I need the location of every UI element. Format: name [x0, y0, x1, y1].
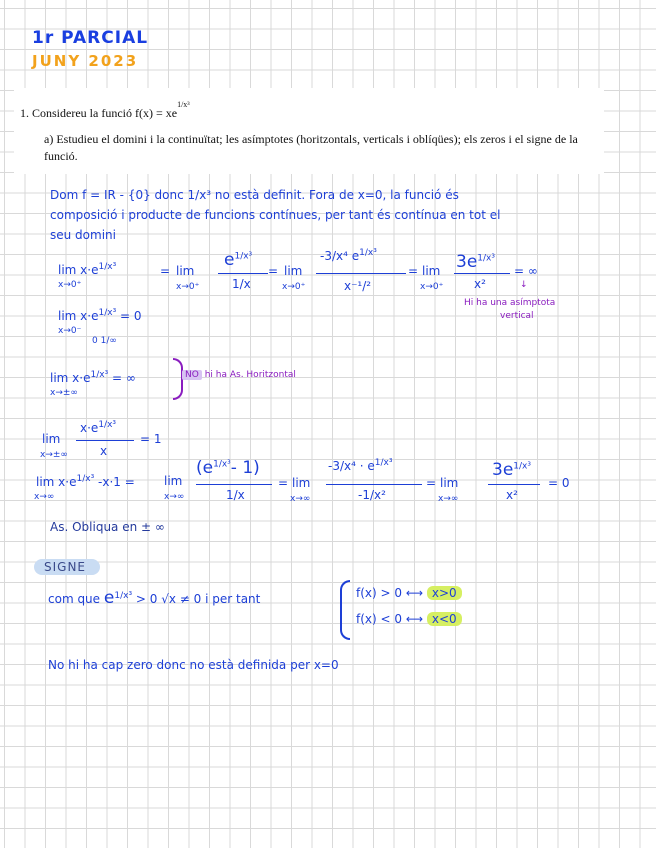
lim1-mid-exp: 1/x³ — [234, 251, 253, 262]
lim5-f2-num-text: -3/x⁴ · e — [328, 459, 375, 473]
lim5-f3-exp: 1/x³ — [513, 461, 531, 472]
lim5-left — [36, 474, 135, 489]
oblique-asymptote-note: As. Obliqua en ± ∞ — [50, 520, 165, 534]
lim1-sub: x→0⁺ — [58, 280, 82, 290]
lim5-eq2: = — [426, 476, 437, 490]
lim1-mid-den: 1/x — [232, 277, 251, 291]
lim1-r1-num-text: -3/x⁴ e — [320, 249, 360, 263]
lim1-mid-num — [224, 250, 252, 270]
horizontal-asymptote-text: hi ha As. Horitzontal — [204, 370, 296, 380]
lim1-eq3: = — [408, 264, 419, 278]
lim1-eq1: = — [160, 264, 171, 278]
lim2-sub: x→0⁻ — [58, 326, 82, 336]
lim1-left-exp: 1/x³ — [98, 262, 117, 272]
document-title: 1r PARCIAL — [32, 28, 149, 48]
lim4-num-text: x·e — [80, 421, 99, 435]
lim5-mid: -x·1 = — [98, 475, 135, 489]
lim1-sub-c: x→0⁺ — [420, 282, 444, 292]
lim5-sub-b: x→∞ — [290, 494, 311, 504]
lim4-lim: lim — [42, 432, 61, 446]
sign-exp: 1/x³ — [114, 591, 133, 601]
sign-heading-highlight: SIGNE — [34, 559, 100, 575]
lim5-f3-fraction-bar — [488, 484, 540, 485]
sign-pos-text: f(x) > 0 ⟷ — [356, 586, 424, 600]
lim5-sub-a: x→∞ — [164, 492, 185, 502]
lim1-sub-b: x→0⁺ — [282, 282, 306, 292]
lim5-sub: x→∞ — [34, 492, 55, 502]
lim5-f1-fraction-bar — [196, 484, 272, 485]
lim5-left-text: lim x·e — [36, 475, 77, 489]
lim5-sub-c: x→∞ — [438, 494, 459, 504]
lim4-den: x — [100, 444, 108, 458]
arrow-down-icon: ↓ — [520, 280, 528, 290]
zeros-note: No hi ha cap zero donc no està definida per x=0 — [48, 658, 339, 672]
lim3-exp: 1/x³ — [90, 370, 109, 380]
lim1-result: = ∞ — [514, 264, 538, 278]
no-highlight: NO — [182, 370, 202, 380]
lim2-under: 0 1/∞ — [92, 336, 117, 346]
sign-text-b: e — [103, 588, 115, 608]
lim1-left — [58, 262, 116, 277]
domain-line-2: composició i producte de funcions contínues, per tant és contínua en tot el — [50, 208, 501, 222]
lim2 — [58, 308, 142, 323]
lim1-r2-exp: 1/x³ — [477, 253, 495, 264]
problem-part-a: a) Estudieu el domini i la continuïtat; les asímptotes (horitzontals, verticals i oblíqües); els zeros i el signe de la funció. — [44, 132, 578, 163]
lim5-eq1: = — [278, 476, 289, 490]
lim2-result: = 0 — [120, 309, 142, 323]
lim5-f1-exp: 1/x³ — [213, 459, 231, 470]
problem-text: 1. Considereu la funció f(x) = xe — [20, 106, 178, 120]
lim3-text: lim x·e — [50, 371, 91, 385]
vertical-asymptote-note-2: vertical — [500, 311, 534, 321]
lim1-r1-num — [320, 248, 377, 263]
lim1-r1-den: x⁻¹/² — [344, 279, 372, 293]
problem-statement — [20, 100, 190, 121]
lim5-f1-num — [196, 458, 260, 478]
lim1-eq2: = — [268, 264, 279, 278]
lim1-mid-num-text: e — [224, 250, 235, 270]
sign-heading — [34, 560, 100, 574]
horizontal-asymptote-note — [182, 370, 296, 380]
lim5-f2-fraction-bar — [326, 484, 422, 485]
lim1-r1-exp: 1/x³ — [359, 248, 377, 258]
sign-negative — [356, 612, 462, 626]
lim1-lim-a: lim — [176, 264, 195, 278]
sign-neg-text: f(x) < 0 ⟷ — [356, 612, 424, 626]
domain-line-1: Dom f = IR - {0} donc 1/x³ no està definit. Fora de x=0, la funció és — [50, 188, 459, 202]
lim5-result: = 0 — [548, 476, 570, 490]
sign-neg-highlight: x<0 — [427, 612, 462, 626]
lim3-result: = ∞ — [112, 371, 136, 385]
exponent-den: x³ — [183, 100, 190, 109]
sign-brace — [340, 580, 350, 640]
lim1-r1-fraction-bar — [316, 273, 406, 274]
lim5-f2-num — [328, 458, 392, 473]
lim4-num — [80, 420, 116, 435]
document-subtitle: JUNY 2023 — [32, 52, 139, 70]
lim2-exp: 1/x³ — [98, 308, 117, 318]
lim1-r2-num — [456, 252, 495, 272]
lim5-lim-b: lim — [292, 476, 311, 490]
lim5-lim-a: lim — [164, 474, 183, 488]
lim1-lim-b: lim — [284, 264, 303, 278]
lim5-f2-den: -1/x² — [358, 488, 386, 502]
lim1-mid-fraction-bar — [218, 273, 268, 274]
sign-pos-highlight: x>0 — [427, 586, 462, 600]
sign-text-c: > 0 √x ≠ 0 i per tant — [135, 592, 261, 606]
domain-line-3: seu domini — [50, 228, 116, 242]
lim1-r2-den: x² — [474, 277, 486, 291]
lim3 — [50, 370, 136, 385]
lim4-exp: 1/x³ — [98, 420, 117, 430]
exponent-num: 1 — [177, 100, 182, 109]
vertical-asymptote-note-1: Hi ha una asímptota — [464, 298, 556, 308]
lim5-lim-c: lim — [440, 476, 459, 490]
lim3-sub: x→±∞ — [50, 388, 78, 398]
lim2-text: lim x·e — [58, 309, 99, 323]
lim4-sub: x→±∞ — [40, 450, 68, 460]
lim5-f1-den: 1/x — [226, 488, 245, 502]
lim5-f1-num-tail: - 1) — [230, 458, 260, 478]
lim1-r2-fraction-bar — [454, 273, 510, 274]
sign-text-a: com que — [48, 592, 101, 606]
lim5-f3-num — [492, 460, 531, 480]
lim5-f3-num-text: 3e — [492, 460, 514, 480]
lim5-left-exp: 1/x³ — [76, 474, 95, 484]
lim1-sub-a: x→0⁺ — [176, 282, 200, 292]
lim5-f2-exp: 1/x³ — [374, 458, 393, 468]
sign-statement — [48, 588, 260, 608]
lim5-f1-num-text: (e — [196, 458, 214, 478]
lim4-fraction-bar — [76, 440, 134, 441]
lim1-lim-c: lim — [422, 264, 441, 278]
lim1-r2-num-text: 3e — [456, 252, 478, 272]
lim5-f3-den: x² — [506, 488, 518, 502]
lim4-result: = 1 — [140, 432, 162, 446]
lim1-left-text: lim x·e — [58, 263, 99, 277]
problem-exponent: 1/x³ — [177, 100, 190, 109]
sign-positive — [356, 586, 462, 600]
